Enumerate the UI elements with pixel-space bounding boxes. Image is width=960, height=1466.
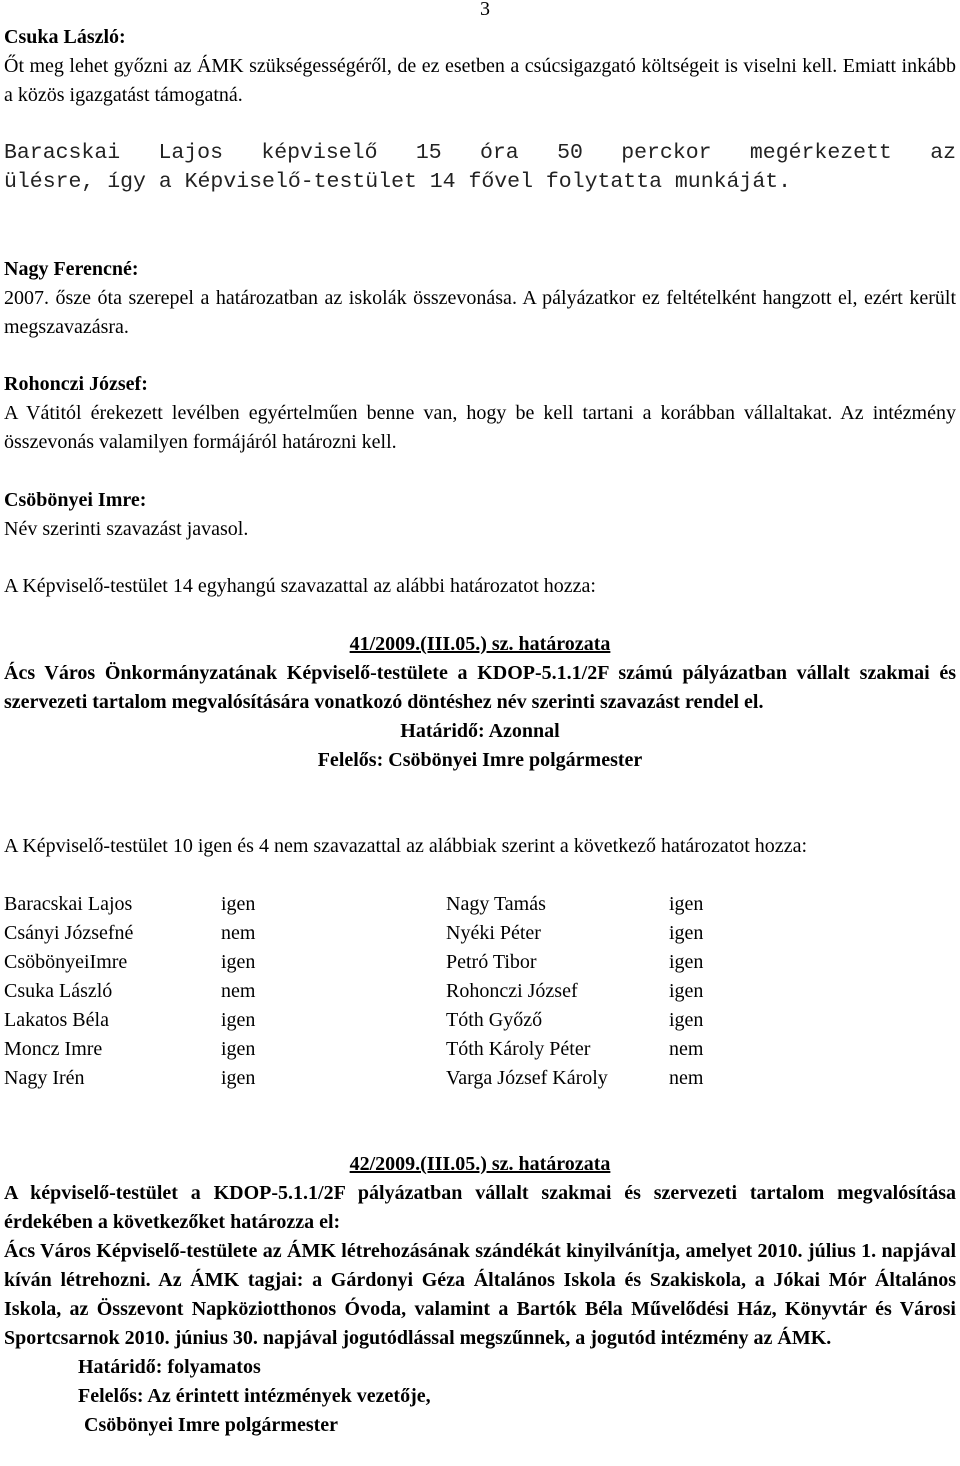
vote-value: igen xyxy=(221,893,256,915)
voter-name: Baracskai Lajos xyxy=(4,893,133,915)
resolution-number: 41/2009.(III.05.) sz. határozata xyxy=(349,633,611,655)
vote-intro-1: A Képviselő-testület 14 egyhangú szavazattal az alábbi határozatot hozza: xyxy=(4,575,596,597)
speaker-name: Nagy Ferencné: xyxy=(4,258,139,280)
vote-value: igen xyxy=(221,1038,256,1060)
speech-rohonczi xyxy=(4,370,956,457)
arrival-line-1: Baracskai Lajos képviselő 15 óra 50 perckor megérkezett az xyxy=(4,141,956,165)
resolution-responsible: Felelős: Csöbönyei Imre polgármester xyxy=(317,749,643,771)
table-row xyxy=(4,919,956,948)
vote-value: igen xyxy=(221,951,256,973)
resolution-responsible: Felelős: Az érintett intézmények vezetője, xyxy=(78,1385,431,1407)
table-row xyxy=(4,890,956,919)
resolution-number: 42/2009.(III.05.) sz. határozata xyxy=(349,1153,611,1175)
speech-csobonyei xyxy=(4,486,956,544)
voter-name: Petró Tibor xyxy=(446,951,537,973)
resolution-body: Ács Város Önkormányzatának Képviselő-testülete a KDOP-5.1.1/2F számú pályázatban vállalt szakmai és szervezeti tartalom megvalósítására vonatkozó döntéshez név szerinti szavazást rendel el. xyxy=(4,662,956,713)
resolution-41 xyxy=(4,630,956,775)
resolution-intro: A képviselő-testület a KDOP-5.1.1/2F pályázatban vállalt szakmai és szervezeti tartalom megvalósítása érdekében a következőket határozza el: xyxy=(4,1182,956,1233)
resolution-responsible-2: Csöbönyei Imre polgármester xyxy=(84,1414,339,1436)
table-row xyxy=(4,1064,956,1093)
table-row xyxy=(4,948,956,977)
speech-text: Őt meg lehet győzni az ÁMK szükségességéről, de ez esetben a csúcsigazgató költségeit is viselni kell. Emiatt inkább a közös igazgatást támogatná. xyxy=(4,55,956,106)
voter-name: Nagy Tamás xyxy=(446,893,546,915)
voter-name: Rohonczi József xyxy=(446,980,578,1002)
vote-value: igen xyxy=(669,1009,704,1031)
vote-intro-2: A Képviselő-testület 10 igen és 4 nem szavazattal az alábbiak szerint a következő határozatot hozza: xyxy=(4,835,807,857)
voter-name: Csányi Józsefné xyxy=(4,922,134,944)
voter-name: Tóth Győző xyxy=(446,1009,543,1031)
vote-value: igen xyxy=(221,1009,256,1031)
vote-value: nem xyxy=(221,922,256,944)
speech-nagy-ferencne xyxy=(4,255,956,342)
page-number: 3 xyxy=(480,0,490,20)
vote-value: igen xyxy=(669,922,704,944)
table-row xyxy=(4,977,956,1006)
voter-name: Tóth Károly Péter xyxy=(446,1038,591,1060)
voter-name: CsöbönyeiImre xyxy=(4,951,128,973)
voter-name: Nyéki Péter xyxy=(446,922,541,944)
voter-name: Moncz Imre xyxy=(4,1038,103,1060)
speech-text: Név szerinti szavazást javasol. xyxy=(4,518,249,540)
speech-csuka xyxy=(4,23,956,110)
speech-text: 2007. ősze óta szerepel a határozatban az iskolák összevonása. A pályázatkor ez feltételként hangzott el, ezért került megszavazásra. xyxy=(4,287,956,338)
resolution-42 xyxy=(4,1150,956,1440)
resolution-deadline: Határidő: folyamatos xyxy=(78,1356,261,1378)
vote-value: nem xyxy=(669,1067,704,1089)
vote-value: igen xyxy=(221,1067,256,1089)
vote-value: igen xyxy=(669,951,704,973)
speech-text: A Vátitól érekezett levélben egyértelműen benne van, hogy be kell tartani a korábban vállaltakat. Az intézmény összevonás valamilyen formájáról határozni kell. xyxy=(4,402,956,453)
resolution-deadline: Határidő: Azonnal xyxy=(400,720,560,742)
resolution-body: Ács Város Képviselő-testülete az ÁMK létrehozásának szándékát kinyilvánítja, amelyet 2010. július 1. napjával kíván létrehozni. Az ÁMK tagjai: a Gárdonyi Géza Általános Iskola és Szakiskola, a Jókai Mór Általános Iskola, az Összevont Napköziotthonos Óvoda, valamint a Bartók Béla Művelődési Ház, Könyvtár és Városi Sportcsarnok 2010. június 30. napjával jogutódlással megszűnnek, a jogutód intézmény az ÁMK. xyxy=(4,1240,956,1349)
voter-name: Lakatos Béla xyxy=(4,1009,109,1031)
vote-value: igen xyxy=(669,980,704,1002)
table-row xyxy=(4,1006,956,1035)
table-row xyxy=(4,1035,956,1064)
vote-value: igen xyxy=(669,893,704,915)
speaker-name: Rohonczi József: xyxy=(4,373,148,395)
voter-name: Csuka László xyxy=(4,980,113,1002)
voter-name: Nagy Irén xyxy=(4,1067,85,1089)
arrival-line-2: ülésre, így a Képviselő-testület 14 fővel folytatta munkáját. xyxy=(4,170,792,194)
speaker-name: Csöbönyei Imre: xyxy=(4,489,147,511)
arrival-note xyxy=(4,139,956,197)
speaker-name: Csuka László: xyxy=(4,26,126,48)
vote-value: nem xyxy=(221,980,256,1002)
vote-value: nem xyxy=(669,1038,704,1060)
voter-name: Varga József Károly xyxy=(446,1067,608,1089)
